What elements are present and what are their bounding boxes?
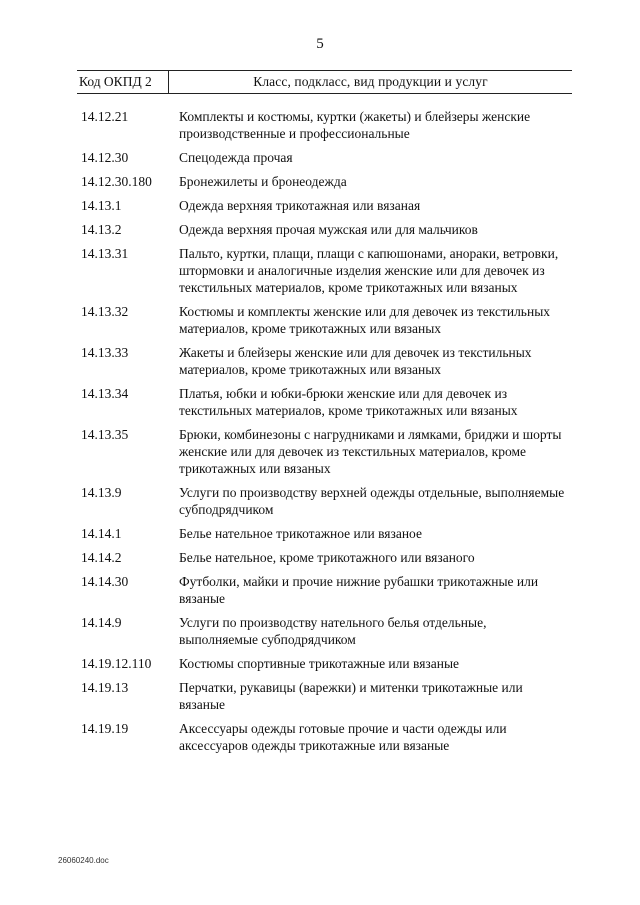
row-description: Футболки, майки и прочие нижние рубашки трикотажные или вязаные: [179, 574, 539, 606]
table-row: [77, 679, 572, 713]
row-description: Одежда верхняя прочая мужская или для мальчиков: [179, 222, 478, 237]
table-row: [77, 426, 572, 477]
row-description: Спецодежда прочая: [179, 150, 293, 165]
row-description: Услуги по производству нательного белья отдельные, выполняемые субподрядчиком: [179, 615, 487, 647]
header-code: Код ОКПД 2: [77, 71, 169, 93]
row-description: Одежда верхняя трикотажная или вязаная: [179, 198, 421, 213]
table-row: [77, 614, 572, 648]
row-description: Перчатки, рукавицы (варежки) и митенки трикотажные или вязаные: [179, 680, 523, 712]
okpd-table: [77, 70, 572, 761]
row-code: 14.19.13: [81, 680, 129, 695]
row-code: 14.13.2: [81, 222, 122, 237]
row-code: 14.14.2: [81, 550, 122, 565]
table-row: [77, 245, 572, 296]
table-row: [77, 221, 572, 238]
row-description: Услуги по производству верхней одежды отдельные, выполняемые субподрядчиком: [179, 485, 565, 517]
table-row: [77, 173, 572, 190]
page-number: 5: [316, 36, 324, 52]
row-code: 14.13.32: [81, 304, 129, 319]
table-row: [77, 655, 572, 672]
row-code: 14.19.19: [81, 721, 129, 736]
row-code: 14.13.31: [81, 246, 129, 261]
row-code: 14.14.1: [81, 526, 122, 541]
row-code: 14.14.9: [81, 615, 122, 630]
row-code: 14.14.30: [81, 574, 129, 589]
row-description: Аксессуары одежды готовые прочие и части одежды или аксессуаров одежды трикотажные или вязаные: [179, 721, 507, 753]
table-row: [77, 149, 572, 166]
row-code: 14.13.33: [81, 345, 129, 360]
row-code: 14.13.9: [81, 485, 122, 500]
row-code: 14.12.30: [81, 150, 129, 165]
row-description: Белье нательное трикотажное или вязаное: [179, 526, 422, 541]
row-description: Костюмы спортивные трикотажные или вязаные: [179, 656, 460, 671]
table-body: [77, 108, 572, 754]
row-description: Пальто, куртки, плащи, плащи с капюшонами, анораки, ветровки, штормовки и аналогичные изделия женские или для девочек из текстильных материалов, кроме трикотажных или вязаных: [179, 246, 559, 295]
table-row: [77, 525, 572, 542]
row-description: Белье нательное, кроме трикотажного или вязаного: [179, 550, 475, 565]
row-description: Костюмы и комплекты женские или для девочек из текстильных материалов, кроме трикотажных или вязаных: [179, 304, 551, 336]
table-row: [77, 573, 572, 607]
footer-filename: 26060240.doc: [58, 856, 109, 865]
table-row: [77, 108, 572, 142]
table-row: [77, 385, 572, 419]
row-description: Комплекты и костюмы, куртки (жакеты) и блейзеры женские производственные и профессиональные: [179, 109, 531, 141]
row-code: 14.12.21: [81, 109, 129, 124]
header-description: Класс, подкласс, вид продукции и услуг: [253, 74, 488, 89]
row-description: Жакеты и блейзеры женские или для девочек из текстильных материалов, кроме трикотажных или вязаных: [179, 345, 532, 377]
table-row: [77, 720, 572, 754]
row-code: 14.13.34: [81, 386, 129, 401]
table-header: [77, 70, 572, 94]
row-description: Бронежилеты и бронеодежда: [179, 174, 347, 189]
table-row: [77, 303, 572, 337]
row-code: 14.12.30.180: [81, 174, 152, 189]
table-row: [77, 484, 572, 518]
row-code: 14.13.1: [81, 198, 122, 213]
row-code: 14.13.35: [81, 427, 129, 442]
row-description: Платья, юбки и юбки-брюки женские или для девочек из текстильных материалов, кроме трикотажных или вязаных: [179, 386, 518, 418]
row-description: Брюки, комбинезоны с нагрудниками и лямками, бриджи и шорты женские или для девочек из текстильных материалов, кроме трикотажных или вязаных: [179, 427, 562, 476]
table-row: [77, 197, 572, 214]
row-code: 14.19.12.110: [81, 656, 152, 671]
table-row: [77, 549, 572, 566]
table-row: [77, 344, 572, 378]
